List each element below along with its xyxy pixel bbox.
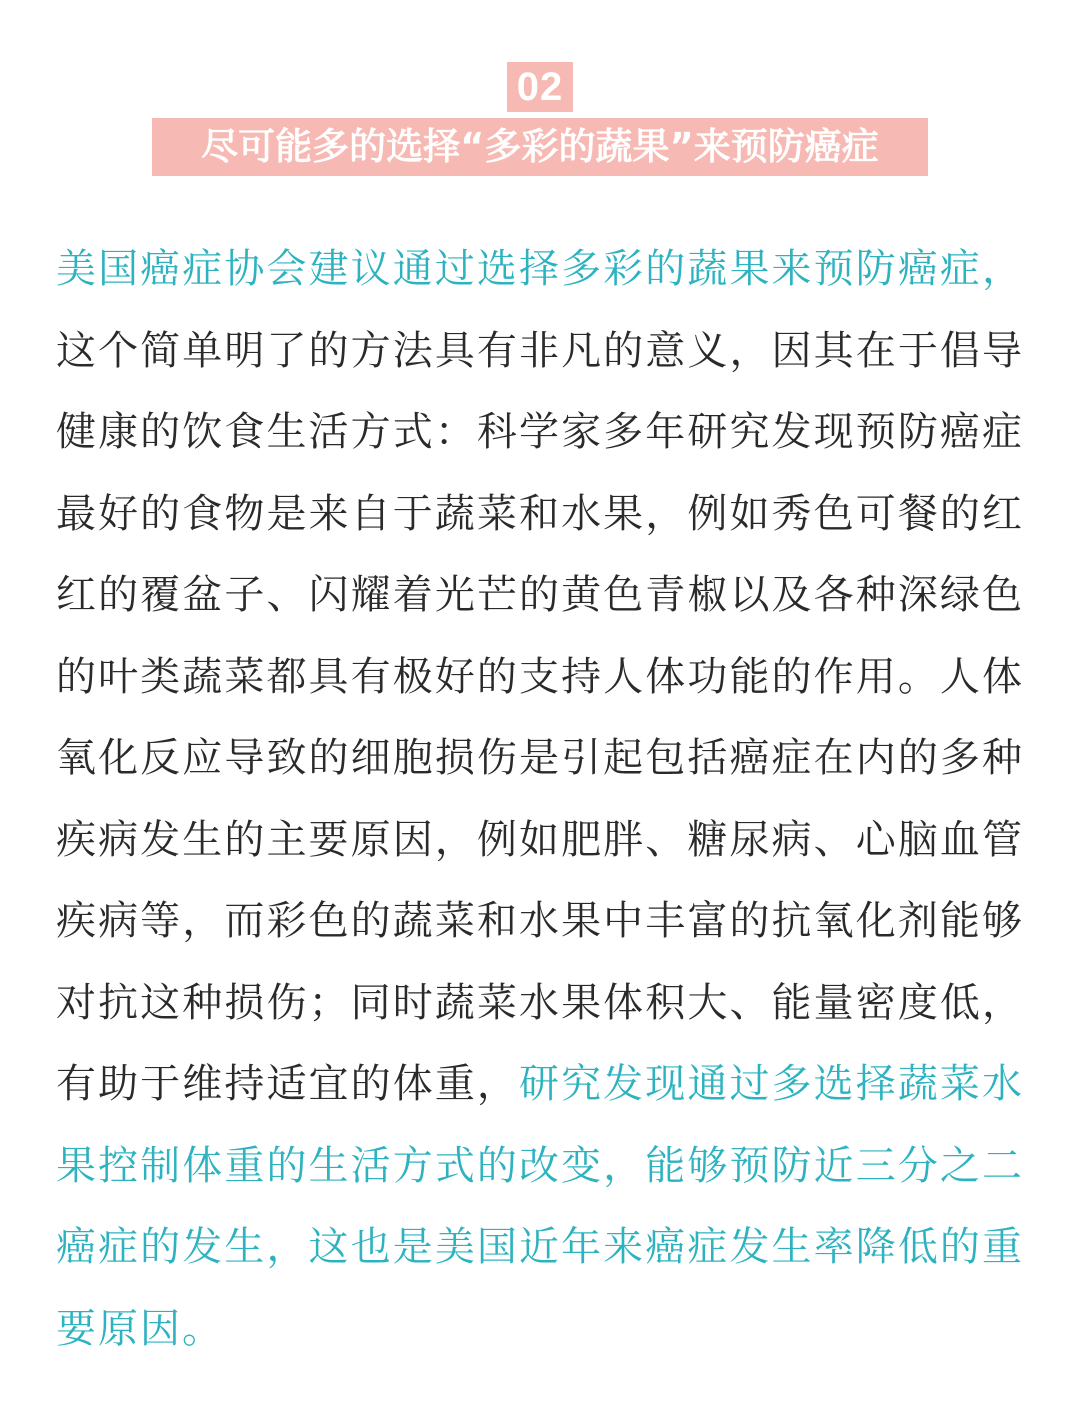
highlight-text-intro: 美国癌症协会建议通过选择多彩的蔬果来预防癌症，	[56, 246, 1024, 292]
section-title: 尽可能多的选择“多彩的蔬果”来预防癌症	[152, 118, 928, 176]
article-paragraph	[56, 229, 1024, 1370]
highlight-text-conclusion: 研究发现通过多选择蔬菜水果控制体重的生活方式的改变，能够预防近三分之二癌症的发生，这也是美国近年来癌症发生率降低的重要原因。	[56, 1061, 1024, 1352]
section-header	[0, 62, 1080, 176]
body-text-main: 这个简单明了的方法具有非凡的意义，因其在于倡导健康的饮食生活方式：科学家多年研究发现预防癌症最好的食物是来自于蔬菜和水果，例如秀色可餐的红红的覆盆子、闪耀着光芒的黄色青椒以及各种深绿色的叶类蔬菜都具有极好的支持人体功能的作用。人体氧化反应导致的细胞损伤是引起包括癌症在内的多种疾病发生的主要原因，例如肥胖、糖尿病、心脑血管疾病等，而彩色的蔬菜和水果中丰富的抗氧化剂能够对抗这种损伤；同时蔬菜水果体积大、能量密度低，有助于维持适宜的体重，	[56, 327, 1024, 1107]
section-number-badge: 02	[507, 62, 574, 112]
